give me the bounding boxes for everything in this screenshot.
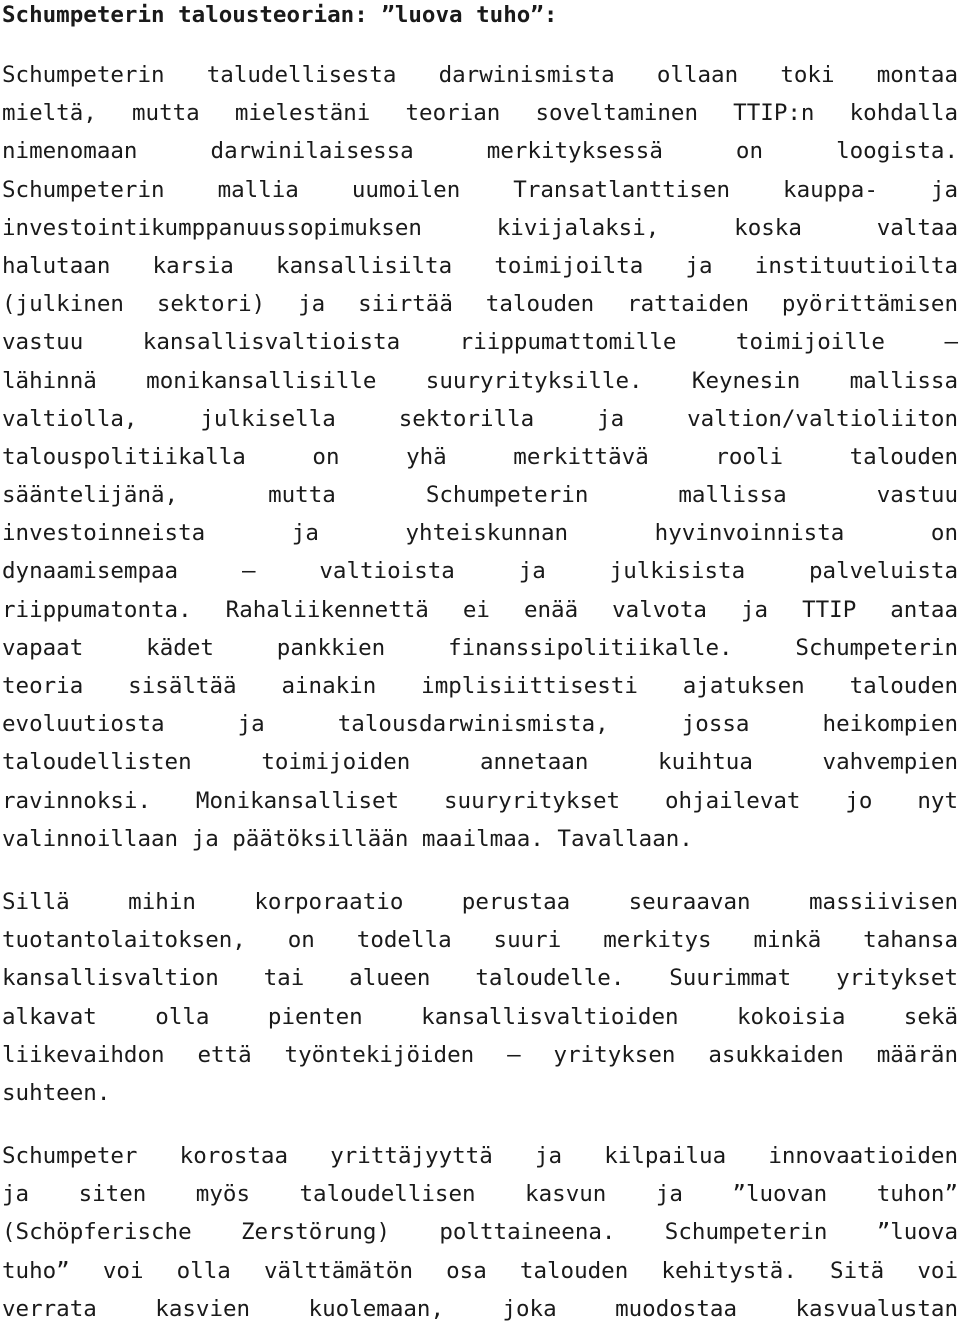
- text-line: kansallisvaltion tai alueen taloudelle. Suurimmat yritykset: [2, 965, 958, 992]
- text-line: halutaan karsia kansallisilta toimijoilta ja instituutioilta: [2, 252, 958, 279]
- text-line: valtiolla, julkisella sektorilla ja valtion/valtioliiton: [2, 405, 958, 432]
- text-line: Schumpeter korostaa yrittäjyyttä ja kilpailua innovaatioiden: [2, 1143, 958, 1170]
- text-line: Schumpeterin mallia uumoilen Transatlanttisen kauppa- ja: [2, 176, 958, 203]
- text-line: riippumatonta. Rahaliikennettä ei enää valvota ja TTIP antaa: [2, 596, 958, 623]
- paragraph-3: [2, 1137, 960, 1321]
- text-line: teoria sisältää ainakin implisiittisesti ajatuksen talouden: [2, 673, 958, 699]
- text-line: verrata kasvien kuolemaan, joka muodostaa kasvualustan: [2, 1295, 958, 1321]
- text-line: sääntelijänä, mutta Schumpeterin mallissa vastuu: [2, 482, 958, 509]
- paragraph-1: [2, 56, 960, 858]
- text-line: alkavat olla pienten kansallisvaltioiden kokoisia sekä: [2, 1003, 958, 1030]
- text-line: tuotantolaitoksen, on todella suuri merkitys minkä tahansa: [2, 927, 958, 954]
- text-line: taloudellisten toimijoiden annetaan kuihtua vahvempien: [2, 749, 958, 776]
- text-line: vastuu kansallisvaltioista riippumattomille toimijoille –: [2, 329, 958, 356]
- text-line: nimenomaan darwinilaisessa merkityksessä on loogista.: [2, 138, 958, 165]
- text-line: (julkinen sektori) ja siirtää talouden rattaiden pyörittämisen: [2, 291, 958, 318]
- text-line: ravinnoksi. Monikansalliset suuryritykset ohjailevat jo nyt: [2, 787, 958, 814]
- text-line: dynaamisempaa – valtioista ja julkisista palveluista: [2, 558, 958, 585]
- text-line: Sillä mihin korporaatio perustaa seuraavan massiivisen: [2, 888, 958, 915]
- text-line: tuho” voi olla välttämätön osa talouden kehitystä. Sitä voi: [2, 1257, 958, 1284]
- text-line: (Schöpferische Zerstörung) polttaineena. Schumpeterin ”luova: [2, 1219, 958, 1246]
- text-line: valinnoillaan ja päätöksillään maailmaa. Tavallaan.: [2, 825, 693, 852]
- text-line: lähinnä monikansallisille suuryrityksille. Keynesin mallissa: [2, 367, 958, 394]
- text-line: vapaat kädet pankkien finanssipolitiikalle. Schumpeterin: [2, 634, 958, 661]
- document-title: Schumpeterin talousteorian: ”luova tuho”:: [2, 2, 558, 28]
- text-line: Schumpeterin taludellisesta darwinismista ollaan toki montaa: [2, 62, 958, 88]
- text-line: ja siten myös taloudellisen kasvun ja ”luovan tuhon”: [2, 1181, 958, 1208]
- text-line: evoluutiosta ja talousdarwinismista, jossa heikompien: [2, 711, 958, 738]
- text-line: talouspolitiikalla on yhä merkittävä rooli talouden: [2, 443, 958, 470]
- text-line: liikevaihdon että työntekijöiden – yrityksen asukkaiden määrän: [2, 1041, 958, 1068]
- text-line: investoinneista ja yhteiskunnan hyvinvoinnista on: [2, 520, 958, 547]
- paragraph-2: [2, 883, 960, 1112]
- text-line: investointikumppanuussopimuksen kivijalaksi, koska valtaa: [2, 214, 958, 241]
- text-line: suhteen.: [2, 1079, 111, 1106]
- text-line: mieltä, mutta mielestäni teorian soveltaminen TTIP:n kohdalla: [2, 100, 958, 127]
